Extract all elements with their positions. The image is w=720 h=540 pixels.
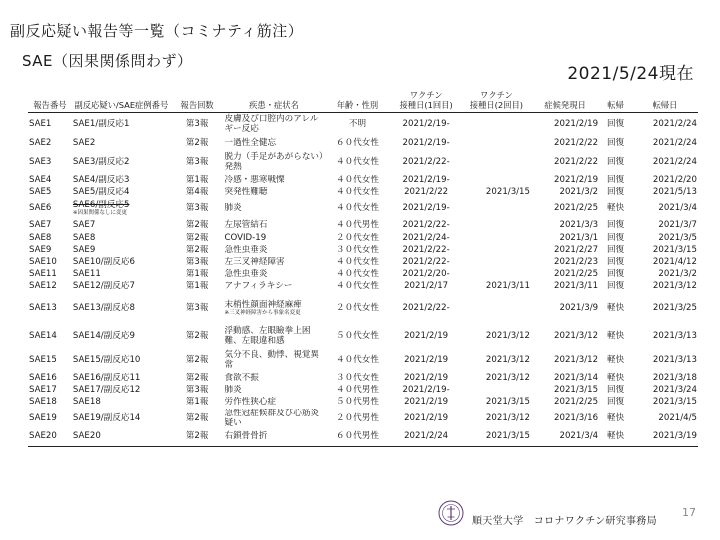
cell-onset-date: 2021/2/25 (554, 202, 599, 213)
table-row (28, 397, 698, 409)
cell-outcome: 回復 (606, 118, 625, 129)
cell-report-count: 第3報 (185, 384, 209, 395)
cell-onset-date: 2021/2/27 (554, 244, 599, 255)
cell-dose1-date: 2021/2/22- (402, 156, 450, 167)
cell-disease: 食欲不振 (224, 372, 259, 383)
cell-disease: アナフィラキシー (224, 280, 293, 291)
cell-onset-date: 2021/3/12 (554, 330, 599, 341)
disease-text: 末梢性顔面神経麻痺 (224, 299, 302, 310)
cell-dose2-date (462, 293, 531, 325)
cell-report-no: SAE15 (29, 354, 57, 365)
col-header-disease: 疾患・症状名 (223, 90, 324, 113)
cell-report-no: SAE7 (29, 219, 52, 230)
table-row (28, 385, 698, 397)
cell-outcome-date: 2021/3/7 (658, 219, 697, 230)
cell-disease: 肺炎 (224, 202, 242, 213)
cell-dose1-date: 2021/2/22- (402, 219, 450, 230)
cell-disease: 一過性全健忘 (224, 137, 277, 148)
cell-report-count: 第3報 (185, 256, 209, 267)
table-row (28, 281, 698, 293)
cell-disease: 左尿管結石 (224, 219, 268, 230)
cell-outcome-date: 2021/2/20 (652, 174, 697, 185)
cell-dose2-date (462, 257, 531, 269)
cell-dose2-date: 2021/3/15 (462, 429, 531, 447)
cell-dose1-date: 2021/2/20- (402, 268, 450, 279)
cell-disease: 肺炎 (224, 384, 242, 395)
cell-age-sex: ４０代男性 (335, 219, 379, 230)
cell-disease: 左三叉神経障害 (224, 256, 285, 267)
cell-outcome: 回復 (606, 186, 625, 197)
cell-dose2-date (462, 175, 531, 187)
cell-report-no: SAE18 (29, 396, 57, 407)
cell-outcome-date: 2021/3/5 (658, 232, 697, 243)
cell-outcome-date: 2021/3/4 (658, 202, 697, 213)
table-row (28, 409, 698, 429)
cell-onset-date: 2021/3/12 (554, 354, 599, 365)
cell-age-sex: 不明 (348, 118, 367, 129)
cell-outcome-date: 2021/5/13 (652, 186, 697, 197)
cell-report-no: SAE14 (29, 330, 57, 341)
cell-disease: 皮膚及び口腔内のアレルギー反応 (224, 113, 319, 134)
cell-onset-date: 2021/3/16 (554, 412, 599, 423)
cell-outcome-date: 2021/3/19 (632, 429, 698, 447)
cell-disease: 脱力（手足があがらない）発熱 (224, 151, 324, 172)
col-header-dose2-line2: 接種日(2回目) (469, 99, 524, 110)
cell-dose1-date: 2021/2/19 (404, 354, 449, 365)
table-row (28, 257, 698, 269)
disease-note: ※三叉神経障害から事象名変更 (224, 310, 301, 317)
cell-dose2-date (462, 151, 531, 175)
cell-case-no: SAE10/副反応6 (72, 256, 135, 267)
cell-age-sex: ４０代男性 (335, 384, 379, 395)
cell-dose1-date: 2021/2/24- (402, 232, 450, 243)
cell-onset-date: 2021/2/22 (554, 156, 599, 167)
cell-age-sex: ４０代女性 (335, 280, 379, 291)
cell-dose2-date: 2021/3/12 (485, 372, 530, 383)
cell-case-no: SAE3/副反応2 (72, 156, 130, 167)
cell-dose2-date: 2021/3/12 (485, 412, 530, 423)
cell-outcome-date: 2021/4/12 (652, 256, 697, 267)
col-header-dose2 (462, 90, 531, 113)
cell-report-no: SAE1 (29, 118, 52, 129)
cell-report-no: SAE17 (29, 384, 57, 395)
cell-onset-date: 2021/2/25 (554, 396, 599, 407)
cell-report-count: 第2報 (185, 330, 209, 341)
cell-outcome: 回復 (606, 219, 625, 230)
cell-report-no: SAE4 (29, 174, 52, 185)
cell-report-count: 第1報 (185, 268, 209, 279)
cell-report-no: SAE9 (29, 244, 52, 255)
col-header-case-no: 副反応疑い/SAE症例番号 (72, 90, 171, 113)
cell-dose1-date: 2021/2/19- (402, 174, 450, 185)
cell-report-count: 第2報 (185, 232, 209, 243)
cell-onset-date: 2021/2/19 (554, 174, 599, 185)
cell-report-count: 第2報 (185, 137, 209, 148)
cell-report-no: SAE11 (29, 268, 57, 279)
cell-dose2-date (462, 199, 531, 219)
col-header-dose1-line1: ワクチン (409, 90, 443, 100)
cell-dose1-date: 2021/2/24 (390, 429, 461, 447)
cell-report-no: SAE5 (29, 186, 52, 197)
cell-report-count: 第1報 (185, 174, 209, 185)
cell-case-no: SAE13/副反応8 (72, 302, 135, 313)
cell-report-count: 第3報 (185, 302, 209, 313)
cell-report-no: SAE2 (29, 137, 52, 148)
cell-dose1-date: 2021/2/22- (402, 244, 450, 255)
cell-outcome: 回復 (606, 137, 625, 148)
cell-dose1-date: 2021/2/19- (402, 118, 450, 129)
cell-report-no: SAE13 (29, 302, 57, 313)
cell-outcome-date: 2021/3/2 (658, 268, 697, 279)
page-subtitle: SAE（因果関係問わず） (22, 52, 193, 70)
cell-report-no: SAE3 (29, 156, 52, 167)
cell-outcome-date: 2021/3/24 (652, 384, 697, 395)
table-row (28, 429, 698, 447)
cell-case-no: SAE4/副反応3 (72, 174, 130, 185)
cell-dose2-date: 2021/3/11 (485, 280, 530, 291)
cell-age-sex: ４０代女性 (335, 256, 379, 267)
table-row (28, 187, 698, 199)
cell-outcome: 軽快 (606, 302, 625, 313)
cell-outcome-date: 2021/3/12 (652, 280, 697, 291)
cell-onset-date: 2021/2/19 (554, 118, 599, 129)
cell-onset-date: 2021/2/25 (554, 268, 599, 279)
sae-table-body (28, 113, 698, 447)
cell-onset-date: 2021/2/23 (554, 256, 599, 267)
cell-dose1-date: 2021/2/22- (402, 302, 450, 313)
cell-disease: 急性虫垂炎 (224, 244, 268, 255)
col-header-onset: 症候発現日 (531, 90, 599, 113)
cell-age-sex: ４０代女性 (335, 268, 379, 279)
cell-report-no: SAE10 (29, 256, 57, 267)
cell-onset-date: 2021/3/9 (559, 302, 599, 313)
cell-report-no: SAE8 (29, 232, 52, 243)
cell-onset-date: 2021/3/2 (559, 186, 599, 197)
cell-age-sex: ５０代女性 (335, 330, 379, 341)
table-row (28, 293, 698, 325)
cell-case-no: SAE20 (72, 429, 171, 447)
cell-onset-date: 2021/3/4 (531, 429, 599, 447)
cell-onset-date: 2021/3/15 (554, 384, 599, 395)
cell-disease: 気分不良、動悸、視覚異常 (224, 349, 320, 370)
cell-outcome: 回復 (606, 396, 625, 407)
cell-outcome-date: 2021/3/13 (652, 354, 697, 365)
cell-report-no: SAE20 (28, 429, 72, 447)
cell-outcome: 回復 (606, 244, 625, 255)
page-title: 副反応疑い報告等一覧（コミナティ筋注） (10, 22, 304, 40)
col-header-dose1-line2: 接種日(1回目) (399, 99, 453, 110)
cell-outcome: 軽快 (599, 429, 632, 447)
cell-dose1-date: 2021/2/17 (404, 280, 449, 291)
table-row (28, 269, 698, 281)
cell-dose1-date: 2021/2/19- (402, 137, 450, 148)
case-no-text: SAE6/副反応5 (72, 199, 130, 210)
cell-report-count: 第1報 (185, 396, 209, 407)
cell-report-count: 第2報 (185, 372, 209, 383)
cell-report-count: 第3報 (185, 118, 209, 129)
cell-outcome: 軽快 (606, 330, 625, 341)
cell-case-no: SAE9 (72, 244, 96, 255)
cell-age-sex: ４０代女性 (335, 186, 379, 197)
cell-outcome-date: 2021/3/25 (652, 302, 697, 313)
cell-case-no: SAE12/副反応7 (72, 280, 135, 291)
cell-report-no: SAE19 (29, 412, 57, 423)
cell-outcome: 軽快 (606, 372, 625, 383)
col-header-report-count: 報告回数 (171, 90, 224, 113)
col-header-dose1 (390, 90, 461, 113)
sae-table (28, 90, 698, 447)
cell-age-sex: ２０代女性 (335, 232, 379, 243)
cell-case-no: SAE14/副反応9 (72, 330, 135, 341)
cell-case-no: SAE7 (72, 219, 96, 230)
cell-age-sex: ４０代女性 (335, 156, 379, 167)
cell-outcome: 回復 (606, 174, 625, 185)
page-number: 17 (682, 506, 696, 519)
cell-dose2-date (462, 385, 531, 397)
cell-outcome: 軽快 (606, 202, 625, 213)
cell-outcome: 回復 (606, 268, 625, 279)
cell-report-no: SAE16 (29, 372, 57, 383)
cell-case-no: SAE5/副反応4 (72, 186, 130, 197)
cell-dose1-date: 2021/2/19 (404, 372, 449, 383)
table-row (28, 175, 698, 187)
cell-dose2-date (462, 269, 531, 281)
table-row (28, 137, 698, 151)
cell-disease: 浮動感、左眼瞼拳上困難、左眼違和感 (224, 325, 311, 346)
cell-report-count: 第2報 (185, 412, 209, 423)
cell-outcome-date: 2021/3/15 (652, 396, 697, 407)
cell-outcome-date: 2021/3/15 (652, 244, 697, 255)
cell-dose1-date: 2021/2/19 (404, 412, 449, 423)
cell-onset-date: 2021/2/22 (554, 137, 599, 148)
cell-report-count: 第3報 (185, 202, 209, 213)
cell-age-sex: ５０代男性 (335, 396, 379, 407)
cell-dose2-date: 2021/3/12 (485, 354, 530, 365)
cell-age-sex: ２０代男性 (335, 412, 379, 423)
table-row (28, 151, 698, 175)
table-row (28, 325, 698, 349)
cell-outcome: 軽快 (606, 354, 625, 365)
cell-onset-date: 2021/3/3 (559, 219, 599, 230)
cell-dose2-date (462, 137, 531, 151)
col-header-outcome-date: 転帰日 (632, 90, 698, 113)
cell-report-count: 第2報 (185, 219, 209, 230)
cell-report-count: 第2報 (185, 354, 209, 365)
cell-dose2-date: 2021/3/15 (485, 396, 530, 407)
footer-organization: 順天堂大学 コロナワクチン研究事務局 (472, 516, 657, 527)
cell-case-no: SAE11 (72, 268, 101, 279)
table-header-row (28, 90, 698, 113)
cell-case-no (72, 199, 171, 219)
table-row (28, 199, 698, 219)
col-header-outcome: 転帰 (599, 90, 632, 113)
cell-age-sex: ３０代女性 (335, 372, 379, 383)
cell-dose1-date: 2021/2/19 (404, 396, 449, 407)
cell-disease: 冷感・悪寒戦慄 (224, 174, 285, 185)
cell-age-sex: ４０代女性 (335, 174, 379, 185)
table-row (28, 219, 698, 233)
cell-report-no: SAE6 (29, 202, 52, 213)
cell-age-sex: ６０代男性 (325, 429, 391, 447)
table-row (28, 245, 698, 257)
cell-age-sex: ４０代女性 (335, 202, 379, 213)
cell-age-sex: ２０代女性 (335, 302, 379, 313)
cell-outcome: 回復 (606, 280, 625, 291)
col-header-age-sex: 年齢・性別 (325, 90, 391, 113)
cell-outcome: 回復 (606, 256, 625, 267)
cell-disease: 急性冠症候群及び心筋炎疑い (224, 408, 320, 428)
cell-report-count: 第2報 (171, 429, 224, 447)
as-of-date: 2021/5/24現在 (567, 64, 694, 84)
col-header-dose2-line1: ワクチン (480, 90, 513, 100)
cell-outcome-date: 2021/2/24 (652, 137, 697, 148)
cell-dose2-date: 2021/3/15 (485, 186, 530, 197)
cell-report-count: 第2報 (185, 244, 209, 255)
cell-outcome-date: 2021/3/18 (652, 372, 697, 383)
cell-dose2-date (462, 113, 531, 137)
cell-outcome: 軽快 (606, 412, 625, 423)
cell-case-no: SAE1/副反応1 (72, 118, 130, 129)
cell-outcome: 回復 (606, 156, 625, 167)
cell-case-no: SAE2 (72, 137, 96, 148)
cell-report-count: 第1報 (185, 280, 209, 291)
cell-case-no: SAE15/副反応10 (72, 354, 141, 365)
cell-onset-date: 2021/3/14 (554, 372, 599, 383)
cell-case-no: SAE17/副反応12 (72, 384, 141, 395)
cell-dose1-date: 2021/2/22 (404, 186, 449, 197)
university-seal-icon (438, 500, 464, 526)
cell-outcome-date: 2021/3/13 (652, 330, 697, 341)
cell-onset-date: 2021/3/11 (554, 280, 599, 291)
cell-age-sex: ４０代女性 (335, 354, 379, 365)
cell-dose1-date: 2021/2/19 (404, 330, 449, 341)
cell-onset-date: 2021/3/1 (559, 232, 599, 243)
table-row (28, 233, 698, 245)
cell-disease: 突発性難聴 (224, 186, 268, 197)
cell-report-count: 第4報 (185, 186, 209, 197)
cell-outcome: 回復 (606, 232, 625, 243)
cell-case-no: SAE18 (72, 396, 101, 407)
cell-disease: 労作性狭心症 (224, 396, 277, 407)
cell-case-no: SAE8 (72, 232, 96, 243)
table-row (28, 373, 698, 385)
cell-dose2-date (462, 245, 531, 257)
cell-age-sex: ６０代女性 (335, 137, 379, 148)
cell-case-no: SAE16/副反応11 (72, 372, 141, 383)
cell-disease: 急性虫垂炎 (224, 268, 268, 279)
cell-dose2-date: 2021/3/12 (485, 330, 530, 341)
table-row (28, 349, 698, 373)
cell-outcome-date: 2021/2/24 (652, 156, 697, 167)
cell-dose1-date: 2021/2/19- (402, 202, 450, 213)
cell-outcome-date: 2021/2/24 (652, 118, 697, 129)
cell-outcome-date: 2021/4/5 (658, 412, 697, 423)
cell-dose2-date (462, 219, 531, 233)
col-header-report-no: 報告番号 (28, 90, 72, 113)
cell-dose1-date: 2021/2/22- (402, 256, 450, 267)
cell-age-sex: ３０代女性 (335, 244, 379, 255)
cell-report-no: SAE12 (29, 280, 57, 291)
case-note: ※因果関係なしに変更 (72, 210, 128, 217)
cell-report-count: 第3報 (185, 156, 209, 167)
cell-dose2-date (462, 233, 531, 245)
cell-outcome: 回復 (606, 384, 625, 395)
cell-disease: 右鎖骨骨折 (223, 429, 324, 447)
table-row (28, 113, 698, 137)
cell-dose1-date: 2021/2/19- (402, 384, 450, 395)
cell-case-no: SAE19/副反応14 (72, 412, 141, 423)
cell-disease (223, 293, 324, 325)
cell-disease: COVID-19 (224, 232, 267, 243)
